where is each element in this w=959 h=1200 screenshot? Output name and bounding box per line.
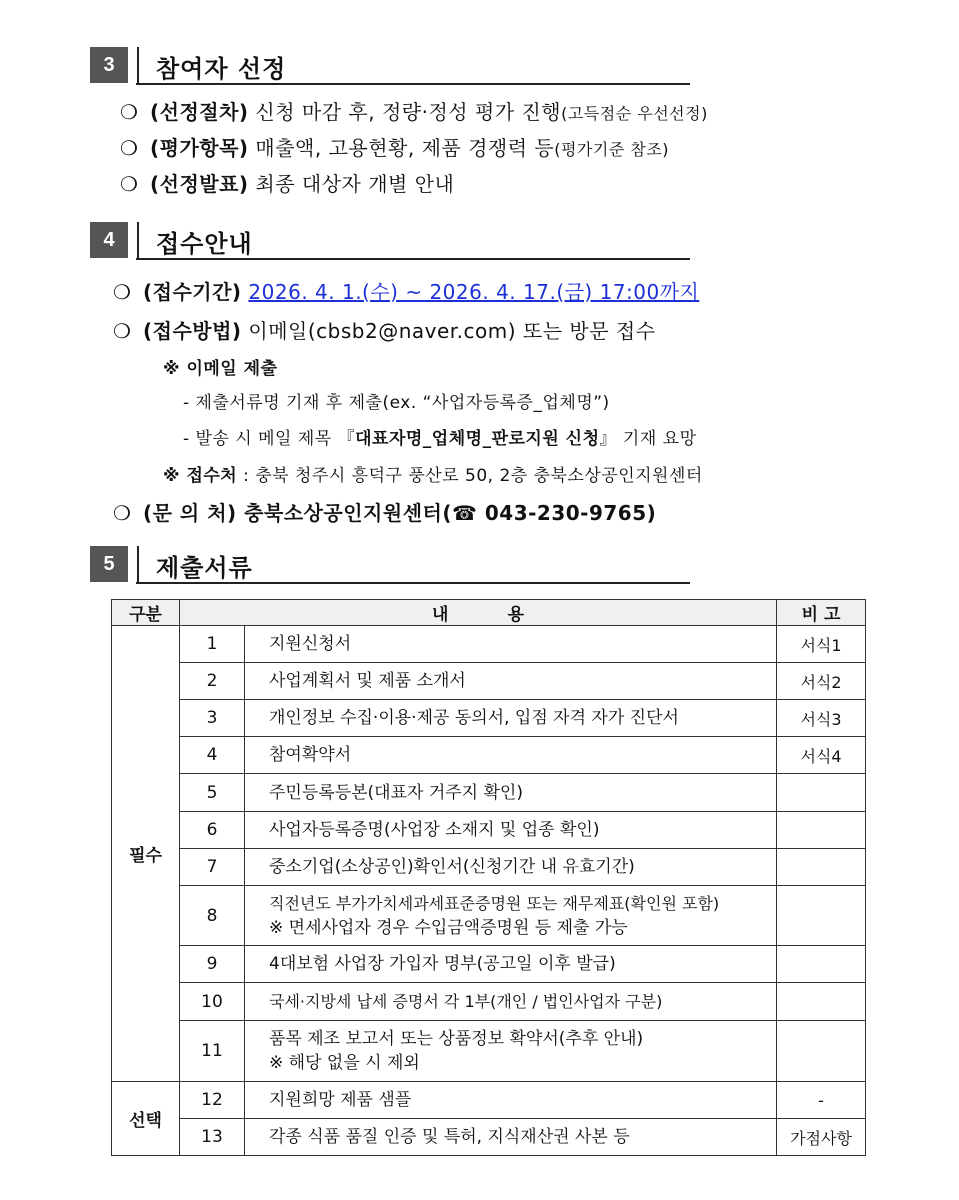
row-number: 12 — [180, 1082, 245, 1119]
table-row — [112, 1021, 866, 1082]
header-group: 구분 — [112, 600, 180, 626]
table-row — [112, 983, 866, 1021]
bullet-icon: ❍ — [120, 100, 139, 124]
office-label: ※ 접수처 — [163, 466, 238, 486]
method-value: 이메일(cbsb2@naver.com) 또는 방문 접수 — [241, 319, 656, 343]
row-number: 5 — [180, 774, 245, 812]
bullet-icon: ❍ — [113, 280, 132, 304]
table-row — [112, 700, 866, 737]
bullet-icon: ❍ — [120, 136, 139, 160]
row-content: 사업자등록증명(사업장 소재지 및 업종 확인) — [245, 812, 777, 849]
section-3-header — [90, 47, 690, 83]
row-content: 참여확약서 — [245, 737, 777, 774]
email-line2-pre: - 발송 시 메일 제목 『 — [183, 429, 356, 449]
table-row — [112, 663, 866, 700]
divider — [137, 222, 139, 258]
row-note: 서식4 — [777, 737, 866, 774]
row-note: - — [777, 1082, 866, 1119]
header-note: 비 고 — [777, 600, 866, 626]
reception-period — [113, 276, 699, 305]
email-instruction-2 — [183, 424, 697, 449]
row-number: 8 — [180, 886, 245, 946]
documents-table — [111, 599, 866, 1156]
table-header-row — [112, 600, 866, 626]
row-note — [777, 849, 866, 886]
row-content-line1: 품목 제조 보고서 또는 상품정보 확약서(추후 안내) — [269, 1029, 644, 1049]
phone-icon: ☎ — [451, 501, 478, 525]
row-note: 서식3 — [777, 700, 866, 737]
row-content: 중소기업(소상공인)확인서(신청기간 내 유효기간) — [245, 849, 777, 886]
item-label: (평가항목) — [150, 136, 249, 160]
item-label: (선정절차) — [150, 100, 249, 124]
item-note: (고득점순 우선선정) — [561, 104, 708, 123]
row-content-line1: 직전년도 부가가치세과세표준증명원 또는 재무제표(확인원 포함) — [269, 893, 720, 913]
row-note: 가점사항 — [777, 1119, 866, 1156]
contact-label: (문 의 처) — [143, 501, 237, 525]
method-label: (접수방법) — [143, 319, 242, 343]
reception-office — [163, 461, 703, 486]
selection-item — [120, 96, 708, 125]
row-content — [245, 1021, 777, 1082]
email-instruction-1: - 제출서류명 기재 후 제출(ex. “사업자등록증_업체명”) — [183, 393, 610, 413]
row-note — [777, 886, 866, 946]
item-text: 매출액, 고용현황, 제품 경쟁력 등 — [248, 136, 555, 160]
row-content — [245, 886, 777, 946]
row-note — [777, 1021, 866, 1082]
item-note: (평가기준 참조) — [554, 140, 670, 159]
row-content: 지원신청서 — [245, 626, 777, 663]
row-number: 4 — [180, 737, 245, 774]
email-header: ※ 이메일 제출 — [163, 359, 278, 379]
section-5-header — [90, 546, 690, 582]
group-optional: 선택 — [112, 1082, 180, 1156]
table-row — [112, 1082, 866, 1119]
header-content: 내 용 — [180, 600, 777, 626]
section-title: 제출서류 — [156, 554, 253, 582]
row-content: 각종 식품 품질 인증 및 특허, 지식재산권 사본 등 — [245, 1119, 777, 1156]
contact-value: 충북소상공인지원센터( — [236, 501, 452, 525]
contact — [113, 497, 656, 526]
table-row — [112, 1119, 866, 1156]
table-row — [112, 946, 866, 983]
table-row — [112, 812, 866, 849]
row-content-line2: ※ 면세사업자 경우 수입금액증명원 등 제출 가능 — [269, 917, 628, 938]
bullet-icon: ❍ — [113, 319, 132, 343]
row-note — [777, 983, 866, 1021]
table-row — [112, 737, 866, 774]
row-note — [777, 812, 866, 849]
row-number: 1 — [180, 626, 245, 663]
divider — [137, 47, 139, 83]
row-note: 서식1 — [777, 626, 866, 663]
row-number: 2 — [180, 663, 245, 700]
email-line2-bold: 대표자명_업체명_판로지원 신청 — [355, 429, 600, 449]
bullet-icon: ❍ — [120, 172, 139, 196]
bullet-icon: ❍ — [113, 501, 132, 525]
office-value: : 충북 청주시 흥덕구 풍산로 50, 2층 충북소상공인지원센터 — [237, 466, 703, 486]
underline — [136, 258, 690, 260]
item-text: 신청 마감 후, 정량·정성 평가 진행 — [248, 100, 562, 124]
table-row — [112, 774, 866, 812]
selection-item — [120, 168, 454, 197]
period-label: (접수기간) — [143, 280, 242, 304]
row-content: 사업계획서 및 제품 소개서 — [245, 663, 777, 700]
phone-number: 043-230-9765) — [477, 501, 657, 525]
divider — [137, 546, 139, 582]
row-content: 개인정보 수집·이용·제공 동의서, 입점 자격 자가 진단서 — [245, 700, 777, 737]
row-number: 11 — [180, 1021, 245, 1082]
section-number: 3 — [90, 47, 128, 83]
section-number: 4 — [90, 222, 128, 258]
row-number: 9 — [180, 946, 245, 983]
row-number: 10 — [180, 983, 245, 1021]
selection-item — [120, 132, 669, 161]
item-label: (선정발표) — [150, 172, 249, 196]
row-content-line2: ※ 해당 없을 시 제외 — [269, 1053, 420, 1073]
reception-method — [113, 315, 656, 344]
row-content: 국세·지방세 납세 증명서 각 1부(개인 / 법인사업자 구분) — [245, 983, 777, 1021]
period-value: 2026. 4. 1.(수) ~ 2026. 4. 17.(금) 17:00까지 — [248, 280, 700, 304]
row-note — [777, 774, 866, 812]
row-number: 13 — [180, 1119, 245, 1156]
item-text: 최종 대상자 개별 안내 — [248, 172, 455, 196]
email-line2-post: 』 기재 요망 — [599, 429, 697, 449]
row-note: 서식2 — [777, 663, 866, 700]
row-note — [777, 946, 866, 983]
table-row — [112, 886, 866, 946]
underline — [136, 582, 690, 584]
table-row — [112, 626, 866, 663]
section-4-header — [90, 222, 690, 258]
group-required: 필수 — [112, 626, 180, 1082]
section-title: 접수안내 — [156, 230, 253, 258]
table-row — [112, 849, 866, 886]
row-content: 4대보험 사업장 가입자 명부(공고일 이후 발급) — [245, 946, 777, 983]
section-title: 참여자 선정 — [156, 55, 287, 83]
row-content: 지원희망 제품 샘플 — [245, 1082, 777, 1119]
section-number: 5 — [90, 546, 128, 582]
row-content: 주민등록등본(대표자 거주지 확인) — [245, 774, 777, 812]
row-number: 6 — [180, 812, 245, 849]
underline — [136, 83, 690, 85]
row-number: 3 — [180, 700, 245, 737]
row-number: 7 — [180, 849, 245, 886]
